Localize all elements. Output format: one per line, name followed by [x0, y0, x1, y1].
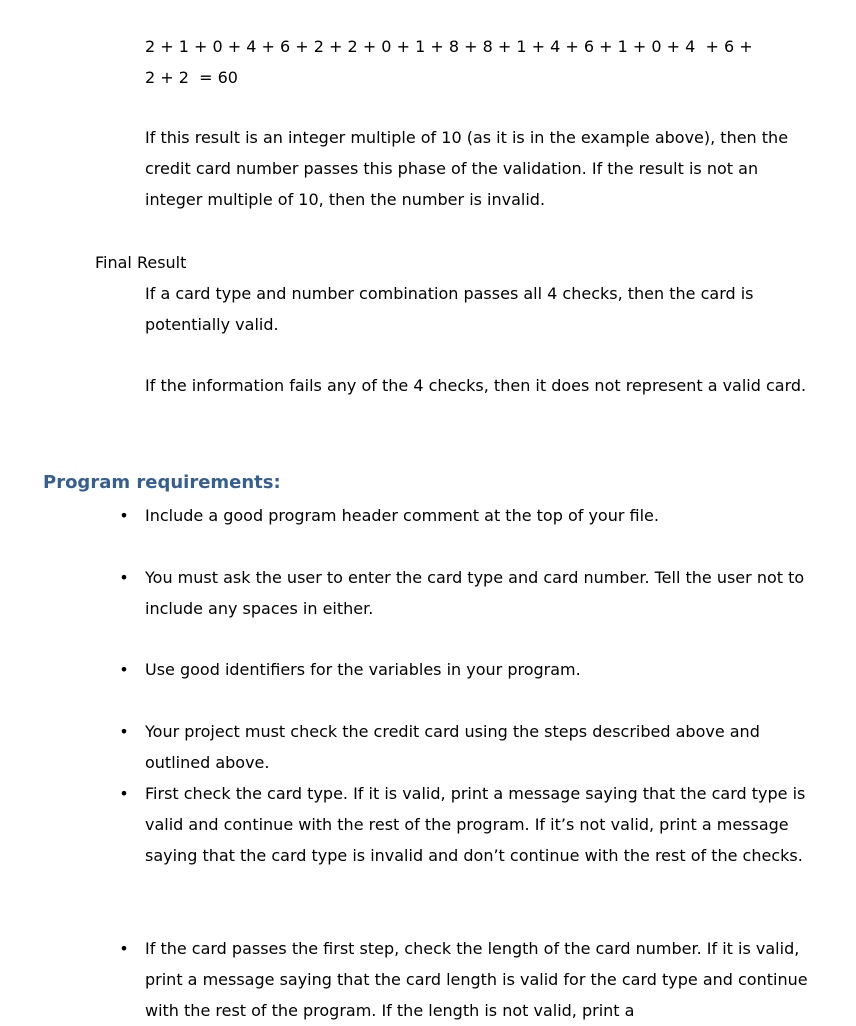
list-item [119, 716, 815, 778]
list-item-text: Your project must check the credit card using the steps described above and outlined above. [145, 722, 760, 772]
list-item [119, 778, 815, 871]
final-result-title: Final Result [95, 253, 187, 272]
final-result-para-1: If a card type and number combination passes all 4 checks, then the card is potentially valid. [145, 284, 754, 334]
program-requirements-heading: Program requirements: [43, 472, 281, 493]
bullet-icon: • [119, 722, 129, 741]
checksum-sum-line-1: 2 + 1 + 0 + 4 + 6 + 2 + 2 + 0 + 1 + 8 + 8 + 1 + 4 + 6 + 1 + 0 + 4 + 6 + [145, 37, 753, 56]
checksum-sum-line-2: 2 + 2 = 60 [145, 68, 238, 87]
list-item [119, 500, 815, 531]
final-result-para-2: If the information fails any of the 4 checks, then it does not represent a valid card. [145, 376, 807, 395]
list-item-text: Include a good program header comment at the top of your file. [145, 506, 659, 525]
list-item-text: You must ask the user to enter the card type and card number. Tell the user not to include any spaces in either. [145, 568, 805, 618]
list-item-text: Use good identifiers for the variables in your program. [145, 660, 581, 679]
bullet-icon: • [119, 506, 129, 525]
bullet-icon: • [119, 568, 129, 587]
bullet-icon: • [119, 660, 129, 679]
checksum-explanation: If this result is an integer multiple of 10 (as it is in the example above), then the credit card number passes this phase of the validation. If the result is not an integer multiple of 10, then the number is invalid. [145, 128, 789, 209]
bullet-icon: • [119, 939, 129, 958]
list-item [119, 562, 815, 624]
list-item-text: If the card passes the first step, check the length of the card number. If it is valid, print a message saying that the card length is valid for the card type and continue with the rest of the program. If the length is not valid, print a [145, 939, 808, 1020]
list-item [119, 654, 815, 685]
list-item [119, 933, 815, 1026]
list-item-text: First check the card type. If it is valid, print a message saying that the card type is valid and continue with the rest of the program. If it’s not valid, print a message saying that the card type is invalid and don’t continue with the rest of the checks. [145, 784, 806, 865]
bullet-icon: • [119, 784, 129, 803]
